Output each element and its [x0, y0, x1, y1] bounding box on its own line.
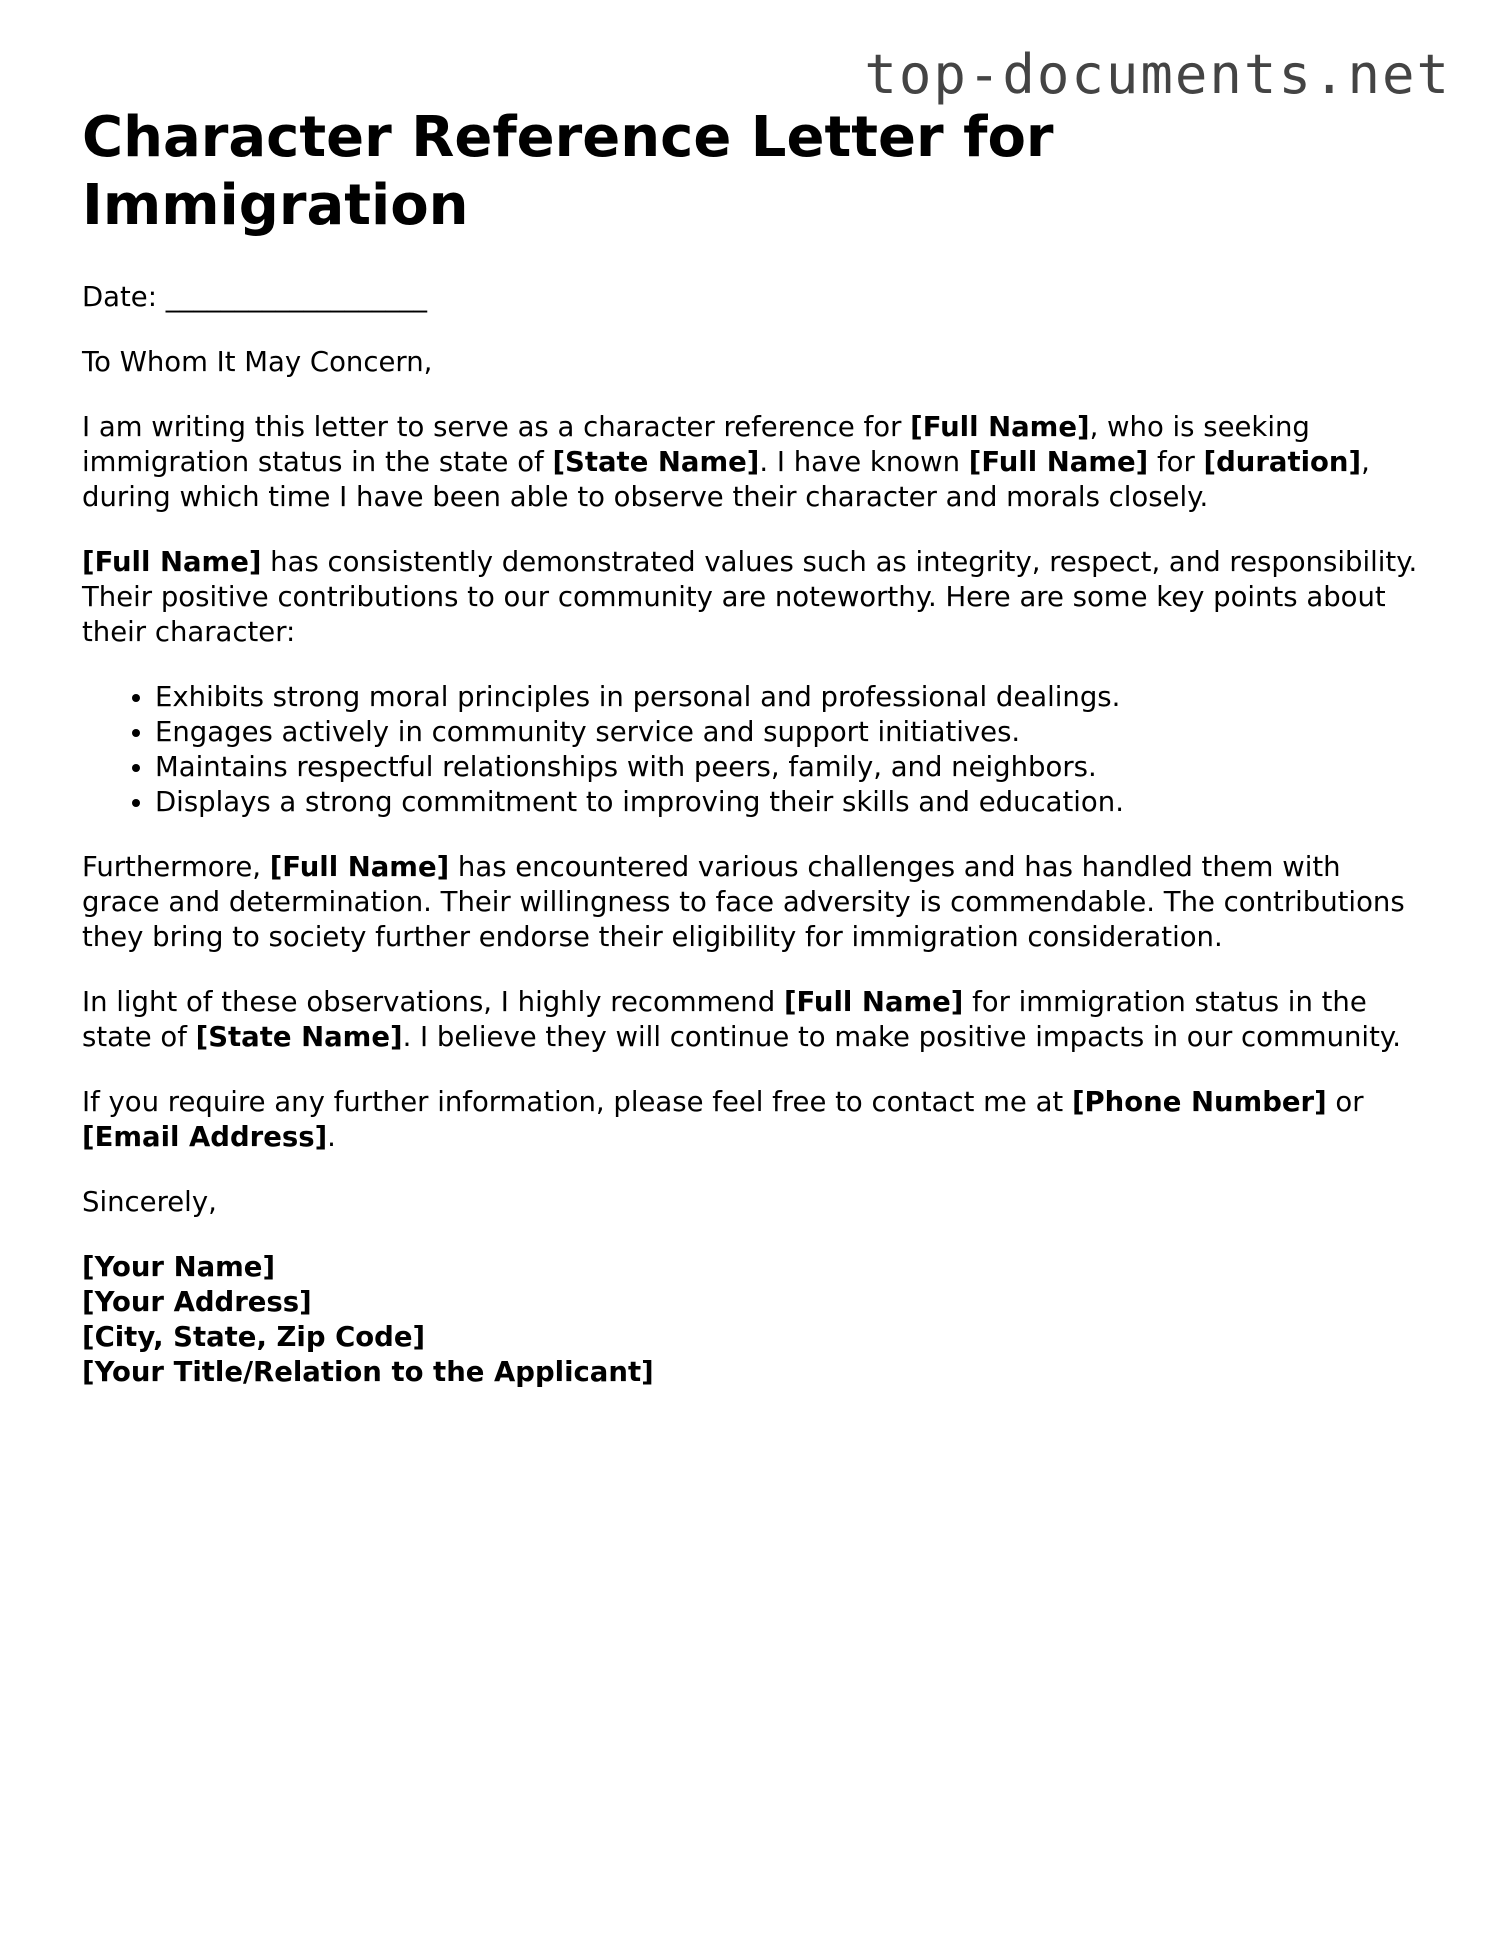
- placeholder-duration: [duration]: [1203, 446, 1362, 478]
- text-fragment: has encountered various challenges and has handled them with grace and determination. Their willingness to face adversity is commendable. The contributions they bring to society further endorse their eligibility for immigration consideration.: [82, 851, 1405, 953]
- paragraph-values: [82, 545, 1422, 650]
- paragraph-intro: [82, 410, 1422, 515]
- date-line: [82, 280, 1422, 315]
- placeholder-full-name: [Full Name]: [910, 411, 1090, 443]
- text-fragment: , during which time I have been able to observe their character and morals closely.: [82, 446, 1370, 513]
- text-fragment: has consistently demonstrated values such as integrity, respect, and responsibility. Their positive contributions to our community are noteworthy. Here are some key points about their character:: [82, 546, 1418, 648]
- text-fragment: I am writing this letter to serve as a character reference for: [82, 411, 911, 443]
- paragraph-contact: [82, 1085, 1422, 1155]
- letter-document: [82, 104, 1422, 1420]
- placeholder-state-name: [State Name]: [195, 1021, 403, 1053]
- list-item: • Maintains respectful relationships with peers, family, and neighbors.: [155, 750, 1422, 785]
- placeholder-full-name: [Full Name]: [82, 546, 262, 578]
- text-fragment: , who is seeking immigration status in the state of: [82, 411, 1310, 478]
- placeholder-full-name: [Full Name]: [783, 986, 964, 1018]
- text-fragment: for immigration status in the state of: [82, 986, 1367, 1053]
- text-fragment: or: [1326, 1086, 1364, 1118]
- date-label: Date:: [82, 281, 157, 313]
- text-fragment: . I believe they will continue to make positive impacts in our community.: [402, 1021, 1401, 1053]
- signature-name: [Your Name]: [82, 1251, 276, 1283]
- text-fragment: . I have known: [759, 446, 969, 478]
- salutation: To Whom It May Concern,: [82, 346, 433, 378]
- text-fragment: for: [1148, 446, 1204, 478]
- list-item: • Displays a strong commitment to improving their skills and education.: [155, 785, 1422, 820]
- paragraph-recommendation: [82, 985, 1422, 1055]
- list-item: • Exhibits strong moral principles in personal and professional dealings.: [155, 680, 1422, 715]
- paragraph-challenges: [82, 850, 1422, 955]
- page-title: Character Reference Letter for Immigration: [82, 105, 1054, 238]
- placeholder-full-name: [Full Name]: [269, 851, 450, 883]
- key-points-list: [82, 680, 1422, 820]
- placeholder-email-address: [Email Address]: [82, 1121, 328, 1153]
- list-item: • Engages actively in community service and support initiatives.: [155, 715, 1422, 750]
- closing: Sincerely,: [82, 1186, 217, 1218]
- text-fragment: In light of these observations, I highly recommend: [82, 986, 784, 1018]
- text-fragment: .: [327, 1121, 336, 1153]
- placeholder-full-name: [Full Name]: [968, 446, 1149, 478]
- text-fragment: Furthermore,: [82, 851, 270, 883]
- placeholder-phone-number: [Phone Number]: [1071, 1086, 1327, 1118]
- letter-body: [82, 280, 1422, 1390]
- signature-title-relation: [Your Title/Relation to the Applicant]: [82, 1356, 654, 1388]
- signature-city-state-zip: [City, State, Zip Code]: [82, 1321, 426, 1353]
- signature-block: [82, 1250, 1422, 1390]
- site-watermark: top-documents.net: [864, 43, 1451, 106]
- placeholder-state-name: [State Name]: [552, 446, 760, 478]
- date-blank: ___________________: [165, 281, 427, 313]
- signature-address: [Your Address]: [82, 1286, 312, 1318]
- text-fragment: If you require any further information, please feel free to contact me at: [82, 1086, 1072, 1118]
